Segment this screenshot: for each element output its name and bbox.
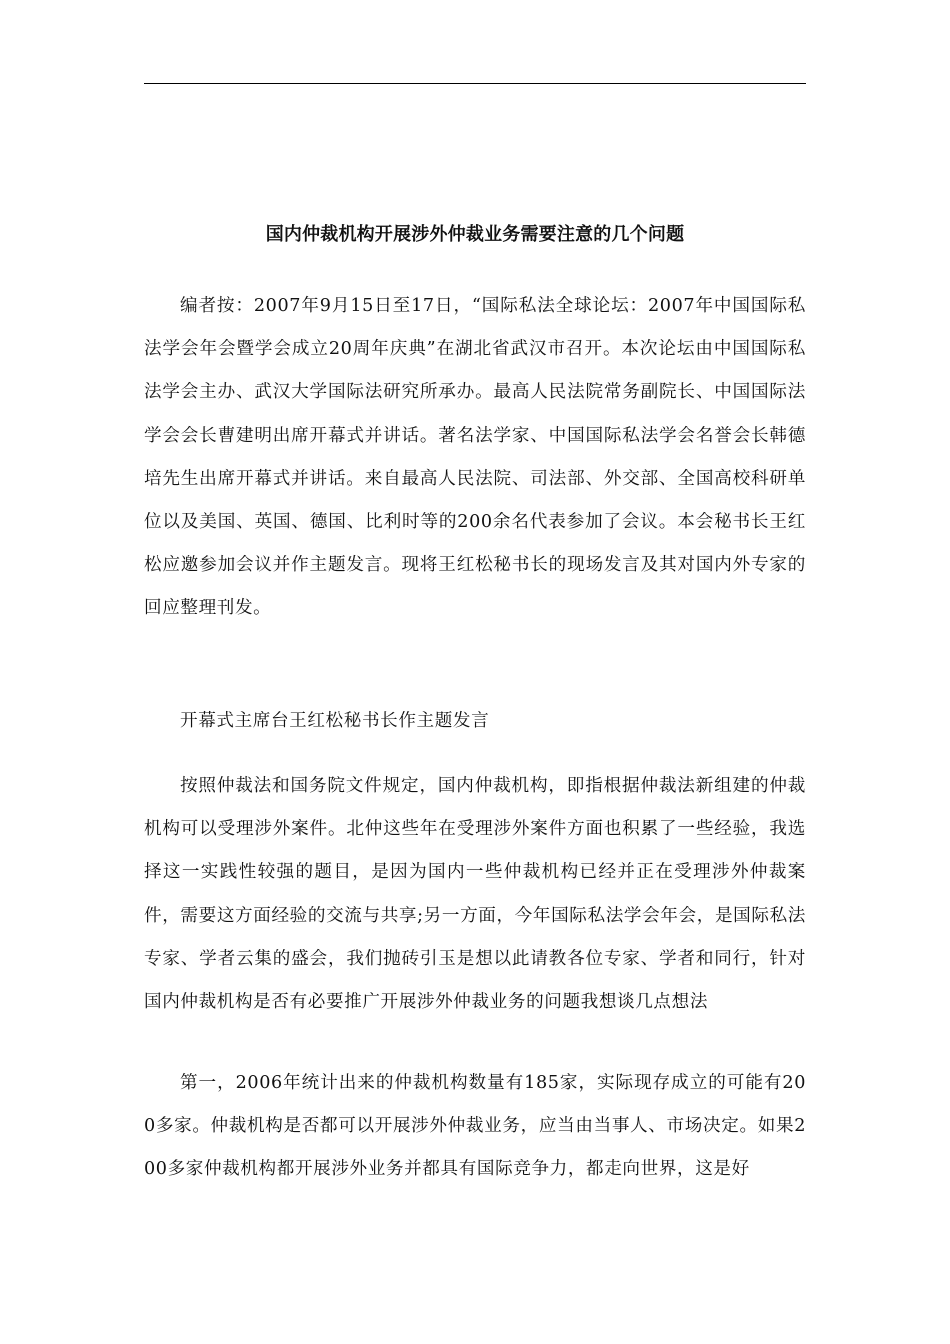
body-paragraph-intro: 按照仲裁法和国务院文件规定，国内仲裁机构，即指根据仲裁法新组建的仲裁机构可以受理涉外案件。北仲这些年在受理涉外案件方面也积累了一些经验，我选择这一实践性较强的题目，是因为国内一些仲裁机构已经并正在受理涉外仲裁案件，需要这方面经验的交流与共享;另一方面，今年国际私法学会年会，是国际私法专家、学者云集的盛会，我们抛砖引玉是想以此请教各位专家、学者和同行，针对国内仲裁机构是否有必要推广开展涉外仲裁业务的问题我想谈几点想法 [144,776,806,1013]
header-rule [144,83,806,84]
body-paragraph-first-point: 第一，2006年统计出来的仲裁机构数量有185家，实际现存成立的可能有200多家。仲裁机构是否都可以开展涉外仲裁业务，应当由当事人、市场决定。如果200多家仲裁机构都开展涉外业务并都具有国际竞争力，都走向世界，这是好 [144,1073,806,1180]
photo-caption-paragraph: 开幕式主席台王红松秘书长作主题发言 [180,711,490,731]
editor-note-paragraph: 编者按：2007年9月15日至17日，“国际私法全球论坛：2007年中国国际私法学会年会暨学会成立20周年庆典”在湖北省武汉市召开。本次论坛由中国国际私法学会主办、武汉大学国际法研究所承办。最高人民法院常务副院长、中国国际法学会会长曹建明出席开幕式并讲话。著名法学家、中国国际私法学会名誉会长韩德培先生出席开幕式并讲话。来自最高人民法院、司法部、外交部、全国高校科研单位以及美国、英国、德国、比利时等的200余名代表参加了会议。本会秘书长王红松应邀参加会议并作主题发言。现将王红松秘书长的现场发言及其对国内外专家的回应整理刊发。 [144,296,806,619]
document-title: 国内仲裁机构开展涉外仲裁业务需要注意的几个问题 [265,224,685,245]
